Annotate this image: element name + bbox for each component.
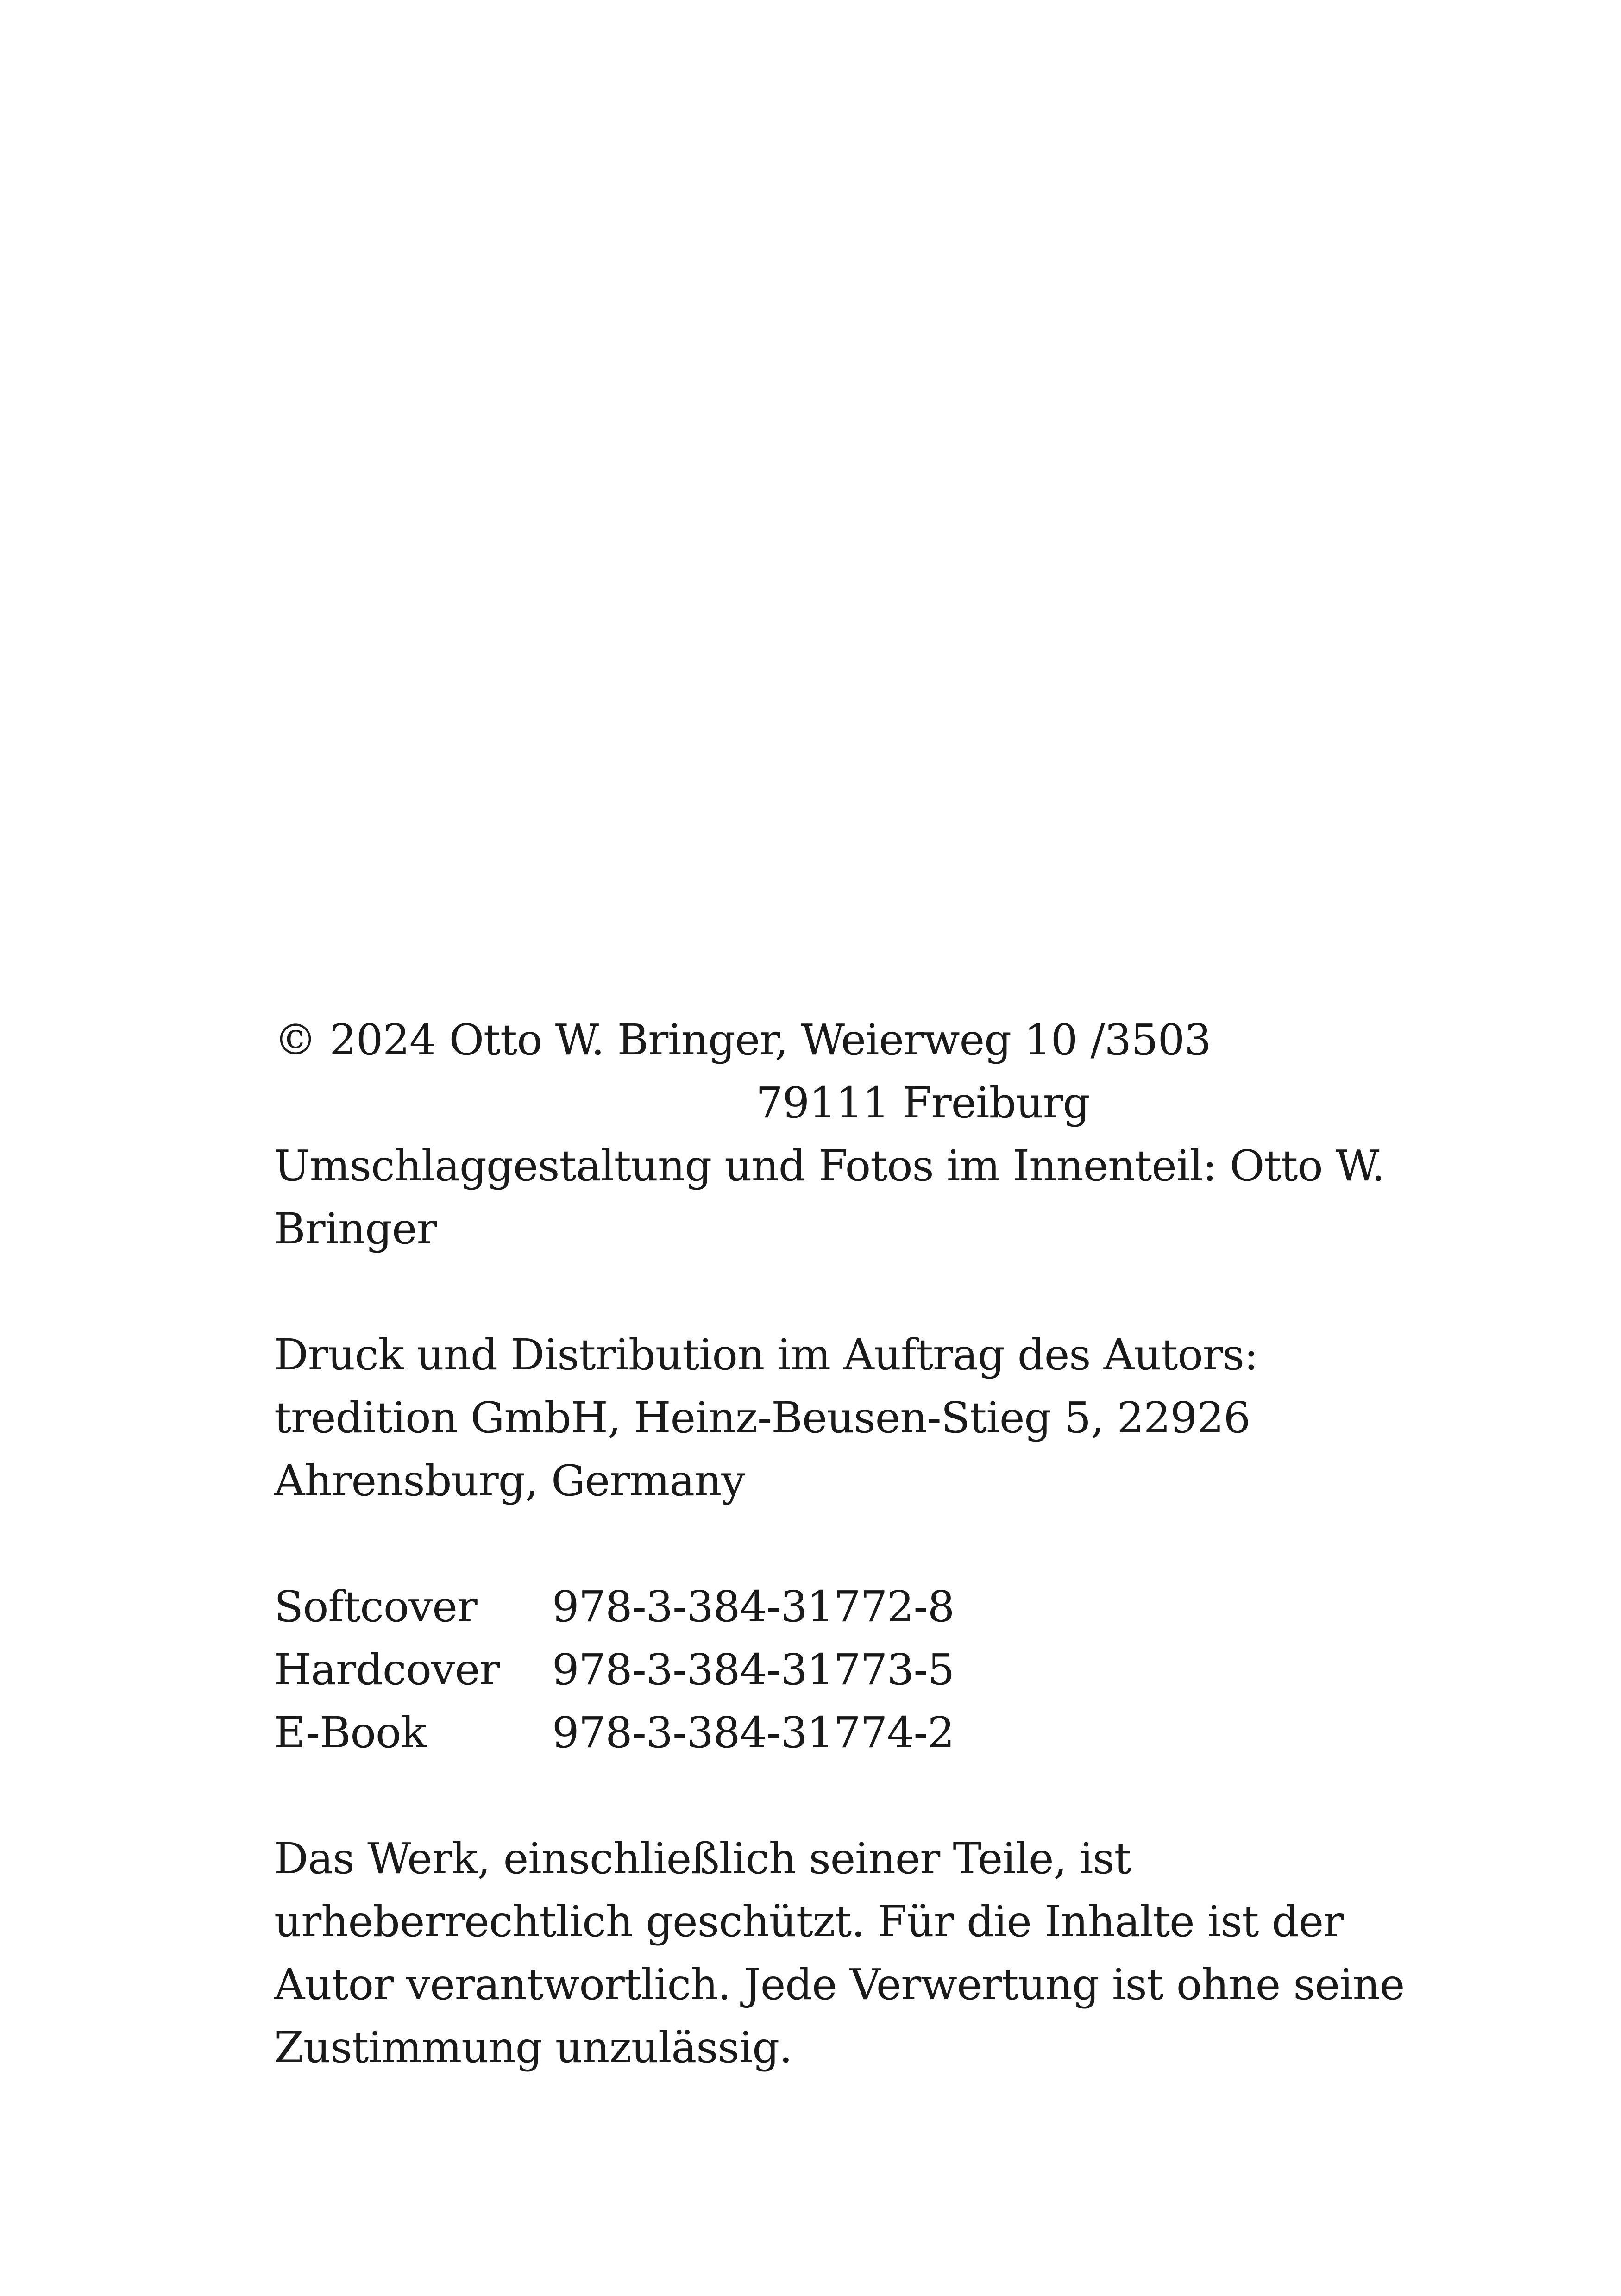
cover-credit-line: Umschlaggestaltung und Fotos im Innenteil: Otto W. bbox=[274, 1141, 1385, 1191]
rights-line: Autor verantwortlich. Jede Verwertung ist ohne seine bbox=[274, 1960, 1405, 2009]
isbn-table bbox=[274, 1575, 1386, 1764]
isbn-label: Softcover bbox=[274, 1582, 477, 1631]
distribution-block bbox=[274, 1324, 1386, 1512]
isbn-number: 978-3-384-31772-8 bbox=[552, 1582, 955, 1631]
rights-block bbox=[274, 1827, 1405, 2079]
copyright-line: © 2024 Otto W. Bringer, Weierweg 10 /3503 bbox=[274, 1015, 1211, 1065]
publisher-address-line: tredition GmbH, Heinz-Beusen-Stieg 5, 22926 bbox=[274, 1393, 1250, 1443]
cover-credit-line-continued: Bringer bbox=[274, 1204, 437, 1254]
isbn-row-softcover bbox=[274, 1575, 1386, 1638]
rights-line: Das Werk, einschließlich seiner Teile, ist bbox=[274, 1834, 1131, 1883]
isbn-row-hardcover bbox=[274, 1638, 1386, 1701]
publisher-city-line: Ahrensburg, Germany bbox=[274, 1456, 745, 1506]
isbn-label: E-Book bbox=[274, 1708, 427, 1757]
spacer bbox=[274, 1261, 1386, 1324]
copyright-city-line: 79111 Freiburg bbox=[756, 1078, 1090, 1128]
rights-line: Zustimmung unzulässig. bbox=[274, 2023, 792, 2072]
rights-line: urheberrechtlich geschützt. Für die Inhalte ist der bbox=[274, 1897, 1344, 1946]
distribution-line: Druck und Distribution im Auftrag des Autors: bbox=[274, 1330, 1258, 1380]
isbn-number: 978-3-384-31773-5 bbox=[552, 1645, 955, 1694]
imprint-page bbox=[274, 1009, 1405, 2079]
spacer bbox=[274, 1764, 1386, 1827]
isbn-row-ebook bbox=[274, 1701, 1386, 1764]
copyright-block bbox=[274, 1009, 1386, 1261]
spacer bbox=[274, 1512, 1386, 1575]
isbn-number: 978-3-384-31774-2 bbox=[552, 1708, 955, 1757]
isbn-label: Hardcover bbox=[274, 1645, 500, 1694]
